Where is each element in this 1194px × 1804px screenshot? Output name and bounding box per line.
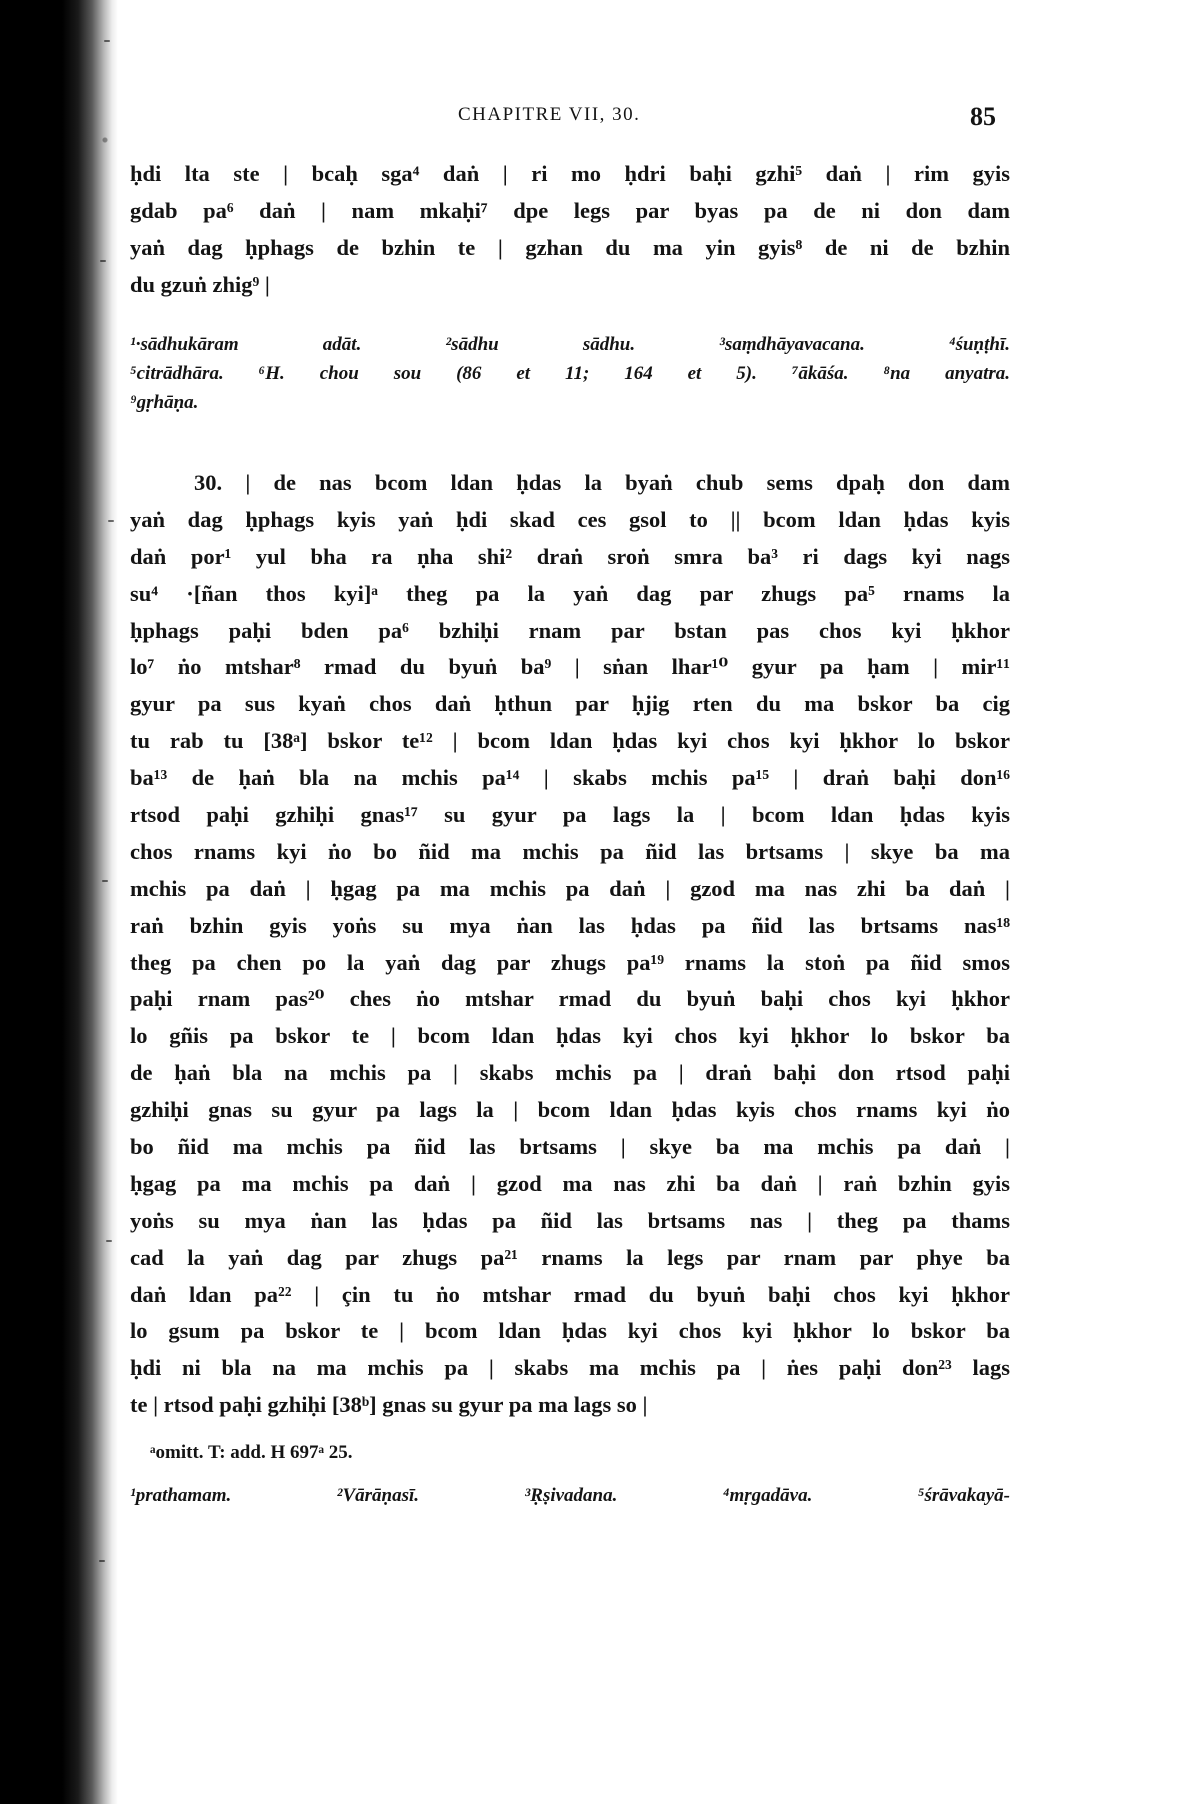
page-number: 85 bbox=[970, 102, 996, 131]
book-spine-shadow bbox=[0, 0, 118, 1804]
section-30-footnotes bbox=[130, 1438, 1010, 1510]
footnote-line: ¹·sādhukāram adāt. ²sādhu sādhu. ³saṃdhāyavacana. ⁴śuṇṭhī. bbox=[130, 334, 1010, 355]
text-line: su⁴ ·[ñan thos kyi]ᵃ theg pa la yaṅ dag par zhugs pa⁵ rnams la bbox=[130, 580, 1010, 606]
text-line: lo gñis pa bskor te | bcom ldan ḥdas kyi chos kyi ḥkhor lo bskor ba bbox=[130, 1023, 1010, 1049]
footnote-line: ¹prathamam. ²Vārāṇasī. ³Ṛṣivadana. ⁴mṛgadāva. ⁵śrāvakayā- bbox=[130, 1485, 1010, 1506]
text-line: ba¹³ de ḥaṅ bla na mchis pa¹⁴ | skabs mchis pa¹⁵ | draṅ baḥi don¹⁶ bbox=[130, 765, 1010, 791]
section-30-paragraph bbox=[130, 465, 1010, 1424]
text-line: te | rtsod paḥi gzhiḥi [38ᵇ] gnas su gyur pa ma lags so | bbox=[130, 1392, 648, 1418]
text-line: gdab pa⁶ daṅ | nam mkaḥi⁷ dpe legs par byas pa de ni don dam bbox=[130, 197, 1010, 223]
text-line: ḥphags paḥi bden pa⁶ bzhiḥi rnam par bstan pas chos kyi ḥkhor bbox=[130, 617, 1010, 643]
text-line: ḥdi lta ste | bcaḥ sga⁴ daṅ | ri mo ḥdri baḥi gzhi⁵ daṅ | rim gyis bbox=[130, 161, 1010, 186]
running-title: CHAPITRE VII, 30. bbox=[458, 104, 641, 125]
text-line: gyur pa sus kyaṅ chos daṅ ḥthun par ḥjig rten du ma bskor ba cig bbox=[130, 691, 1010, 717]
text-line: ḥgag pa ma mchis pa daṅ | gzod ma nas zhi ba daṅ | raṅ bzhin gyis bbox=[130, 1170, 1010, 1196]
text-line: mchis pa daṅ | ḥgag pa ma mchis pa daṅ | gzod ma nas zhi ba daṅ | bbox=[130, 875, 1010, 901]
text-line: theg pa chen po la yaṅ dag par zhugs pa¹⁹ rnams la stoṅ pa ñid smos bbox=[130, 949, 1010, 975]
text-line: chos rnams kyi ṅo bo ñid ma mchis pa ñid las brtsams | skye ba ma bbox=[130, 838, 1010, 864]
intro-paragraph bbox=[130, 156, 1010, 304]
footnote-line: ⁹gṛhāṇa. bbox=[130, 392, 199, 413]
text-line: cad la yaṅ dag par zhugs pa²¹ rnams la legs par rnam par phye ba bbox=[130, 1244, 1010, 1270]
footnote-line: ⁵citrādhāra. ⁶H. chou sou (86 et 11; 164 et 5). ⁷ākāśa. ⁸na anyatra. bbox=[130, 363, 1010, 384]
text-line: raṅ bzhin gyis yoṅs su mya ṅan las ḥdas pa ñid las brtsams nas¹⁸ bbox=[130, 912, 1010, 938]
footnote-a: ᵃomitt. T: add. H 697ᵃ 25. bbox=[150, 1442, 353, 1463]
text-line: lo⁷ ṅo mtshar⁸ rmad du byuṅ ba⁹ | sṅan lhar¹⁰ gyur pa ḥam | mir¹¹ bbox=[130, 654, 1010, 680]
text-line: ḥdi ni bla na ma mchis pa | skabs ma mchis pa | ṅes paḥi don²³ lags bbox=[130, 1355, 1010, 1381]
text-line: lo gsum pa bskor te | bcom ldan ḥdas kyi chos kyi ḥkhor lo bskor ba bbox=[130, 1318, 1010, 1344]
text-line: paḥi rnam pas²⁰ ches ṅo mtshar rmad du byuṅ baḥi chos kyi ḥkhor bbox=[130, 986, 1010, 1012]
text-line: du gzuṅ zhig⁹ | bbox=[130, 271, 270, 297]
intro-footnotes bbox=[130, 330, 1010, 417]
text-line: yaṅ dag ḥphags kyis yaṅ ḥdi skad ces gsol to || bcom ldan ḥdas kyis bbox=[130, 506, 1010, 532]
text-line: gzhiḥi gnas su gyur pa lags la | bcom ldan ḥdas kyis chos rnams kyi ṅo bbox=[130, 1097, 1010, 1123]
text-line: 30. | de nas bcom ldan ḥdas la byaṅ chub sems dpaḥ don dam bbox=[194, 470, 1010, 495]
text-line: daṅ ldan pa²² | çin tu ṅo mtshar rmad du byuṅ baḥi chos kyi ḥkhor bbox=[130, 1281, 1010, 1307]
text-line: yaṅ dag ḥphags de bzhin te | gzhan du ma yin gyis⁸ de ni de bzhin bbox=[130, 234, 1010, 260]
text-line: yoṅs su mya ṅan las ḥdas pa ñid las brtsams nas | theg pa thams bbox=[130, 1207, 1010, 1233]
text-line: daṅ por¹ yul bha ra ṇha shi² draṅ sroṅ smra ba³ ri dags kyi nags bbox=[130, 543, 1010, 569]
page-header bbox=[0, 104, 1194, 144]
text-line: tu rab tu [38ᵃ] bskor te¹² | bcom ldan ḥdas kyi chos kyi ḥkhor lo bskor bbox=[130, 728, 1010, 754]
text-line: de ḥaṅ bla na mchis pa | skabs mchis pa | draṅ baḥi don rtsod paḥi bbox=[130, 1060, 1010, 1086]
text-line: bo ñid ma mchis pa ñid las brtsams | skye ba ma mchis pa daṅ | bbox=[130, 1134, 1010, 1160]
text-line: rtsod paḥi gzhiḥi gnas¹⁷ su gyur pa lags la | bcom ldan ḥdas kyis bbox=[130, 802, 1010, 828]
